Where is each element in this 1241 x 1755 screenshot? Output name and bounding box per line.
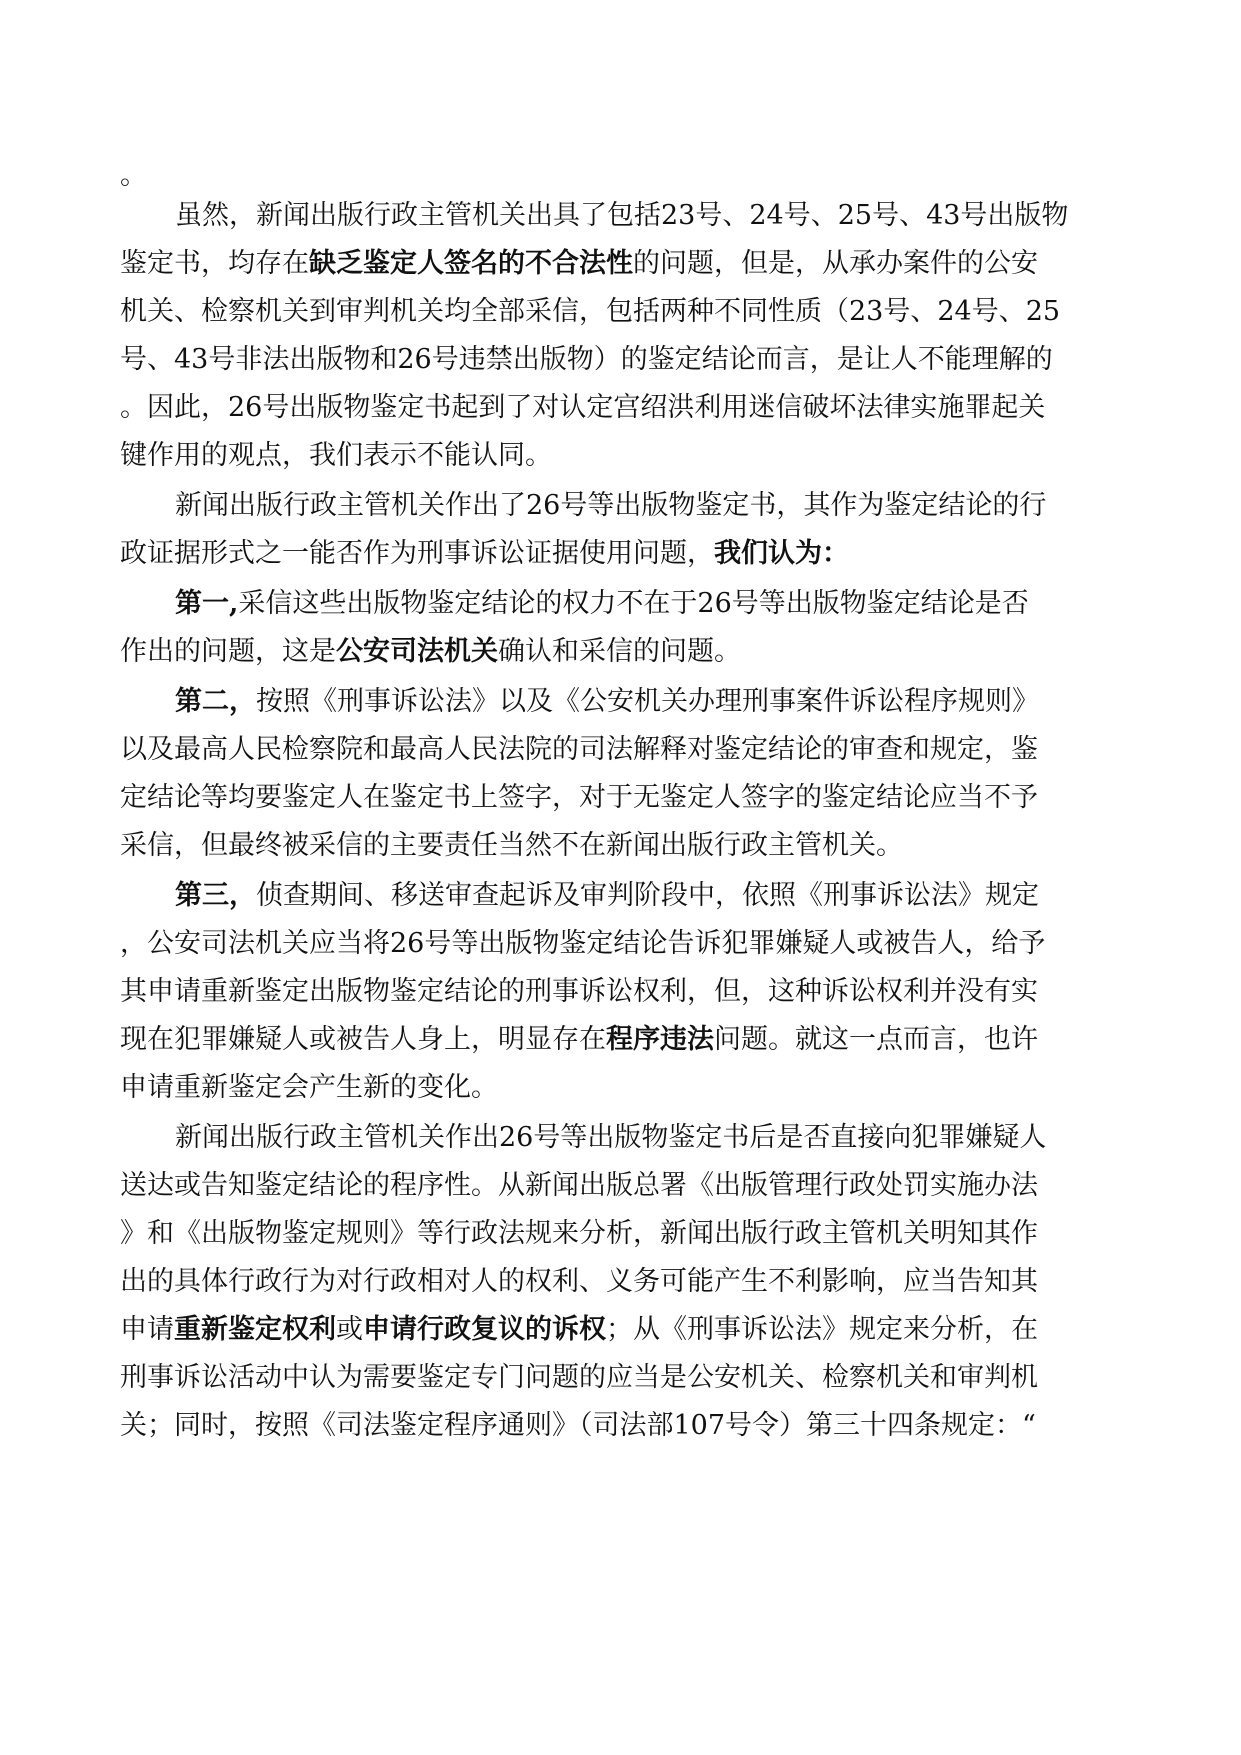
text-run: 》和《出版物鉴定规则》等行政法规来分析，新闻出版行政主管机关明知其作	[120, 1218, 1038, 1249]
text-line	[120, 536, 849, 572]
text-run: 的问题，但是，从承办案件的公安	[633, 248, 1038, 279]
text-line	[120, 1360, 1038, 1396]
text-line	[120, 1022, 1038, 1058]
text-line	[120, 780, 1038, 816]
text-run: 新闻出版行政主管机关作出了26号等出版物鉴定书，其作为鉴定结论的行	[175, 490, 1047, 521]
text-line	[120, 1168, 1038, 1204]
text-run: ，公安司法机关应当将26号等出版物鉴定结论告诉犯罪嫌疑人或被告人，给予	[120, 928, 1046, 959]
text-line	[120, 828, 903, 864]
text-line	[120, 1216, 1038, 1252]
text-run: ；从《刑事诉讼法》规定来分析，在	[606, 1314, 1038, 1345]
text-run: 按照《刑事诉讼法》以及《公安机关办理刑事案件诉讼程序规则》	[256, 686, 1039, 717]
text-run: 现在犯罪嫌疑人或被告人身上，明显存在	[120, 1024, 606, 1055]
paragraph-start-line	[175, 684, 1039, 720]
paragraph-start-line	[175, 586, 1029, 622]
text-run: 。因此，26号出版物鉴定书起到了对认定宫绍洪利用迷信破坏法律实施罪起关	[120, 392, 1046, 423]
text-run: 确认和采信的问题。	[498, 636, 741, 667]
text-line	[120, 294, 1060, 330]
text-run: 虽然，新闻出版行政主管机关出具了包括23号、24号、25号、43号出版物	[175, 200, 1069, 231]
text-run: 采信这些出版物鉴定结论的权力不在于26号等出版物鉴定结论是否	[238, 588, 1029, 619]
paragraph-start-line	[175, 1120, 1046, 1156]
text-line	[120, 1408, 1036, 1444]
text-line	[120, 974, 1038, 1010]
text-line	[120, 246, 1038, 282]
text-run: 机关、检察机关到审判机关均全部采信，包括两种不同性质（23号、24号、25	[120, 296, 1061, 327]
text-line	[120, 1264, 1038, 1300]
text-line	[120, 926, 1045, 962]
text-run: 号、43号非法出版物和26号违禁出版物）的鉴定结论而言，是让人不能理解的	[120, 344, 1053, 375]
text-run: 键作用的观点，我们表示不能认同。	[120, 440, 552, 471]
text-line	[120, 158, 147, 194]
bold-emphasis: 公安司法机关	[336, 636, 498, 667]
text-line	[120, 1312, 1038, 1348]
paragraph-start-line	[175, 878, 1039, 914]
text-run: 其申请重新鉴定出版物鉴定结论的刑事诉讼权利，但，这种诉讼权利并没有实	[120, 976, 1038, 1007]
text-run: 新闻出版行政主管机关作出26号等出版物鉴定书后是否直接向犯罪嫌疑人	[175, 1122, 1047, 1153]
text-run: 定结论等均要鉴定人在鉴定书上签字，对于无鉴定人签字的鉴定结论应当不予	[120, 782, 1038, 813]
paragraph-start-line	[175, 488, 1046, 524]
text-line	[120, 634, 741, 670]
text-line	[120, 438, 552, 474]
text-run: 采信，但最终被采信的主要责任当然不在新闻出版行政主管机关。	[120, 830, 903, 861]
bold-emphasis: 第二，	[175, 686, 256, 717]
text-run: 申请重新鉴定会产生新的变化。	[120, 1072, 498, 1103]
text-line	[120, 390, 1045, 426]
text-line	[120, 1070, 498, 1106]
bold-emphasis: 第一,	[175, 588, 239, 619]
text-run: 送达或告知鉴定结论的程序性。从新闻出版总署《出版管理行政处罚实施办法	[120, 1170, 1038, 1201]
text-run: 或	[336, 1314, 363, 1345]
text-run: 申请	[120, 1314, 174, 1345]
text-run: 政证据形式之一能否作为刑事诉讼证据使用问题，	[120, 538, 714, 569]
bold-emphasis: 第三，	[175, 880, 256, 911]
bold-emphasis: 程序违法	[606, 1024, 714, 1055]
text-run: 作出的问题，这是	[120, 636, 336, 667]
text-line	[120, 732, 1038, 768]
paragraph-start-line	[175, 198, 1068, 234]
bold-emphasis: 重新鉴定权利	[174, 1314, 336, 1345]
bold-emphasis: 申请行政复议的诉权	[363, 1314, 606, 1345]
bold-emphasis: 我们认为：	[714, 538, 849, 569]
text-run: 。	[120, 160, 147, 191]
text-run: 侦查期间、移送审查起诉及审判阶段中，依照《刑事诉讼法》规定	[256, 880, 1039, 911]
text-run: 关；同时，按照《司法鉴定程序通则》（司法部107号令）第三十四条规定：“	[120, 1410, 1036, 1441]
text-line	[120, 342, 1053, 378]
text-run: 刑事诉讼活动中认为需要鉴定专门问题的应当是公安机关、检察机关和审判机	[120, 1362, 1038, 1393]
text-run: 问题。就这一点而言，也许	[714, 1024, 1038, 1055]
text-run: 鉴定书，均存在	[120, 248, 309, 279]
text-run: 出的具体行政行为对行政相对人的权利、义务可能产生不利影响，应当告知其	[120, 1266, 1038, 1297]
bold-emphasis: 缺乏鉴定人签名的不合法性	[309, 248, 633, 279]
text-run: 以及最高人民检察院和最高人民法院的司法解释对鉴定结论的审查和规定，鉴	[120, 734, 1038, 765]
